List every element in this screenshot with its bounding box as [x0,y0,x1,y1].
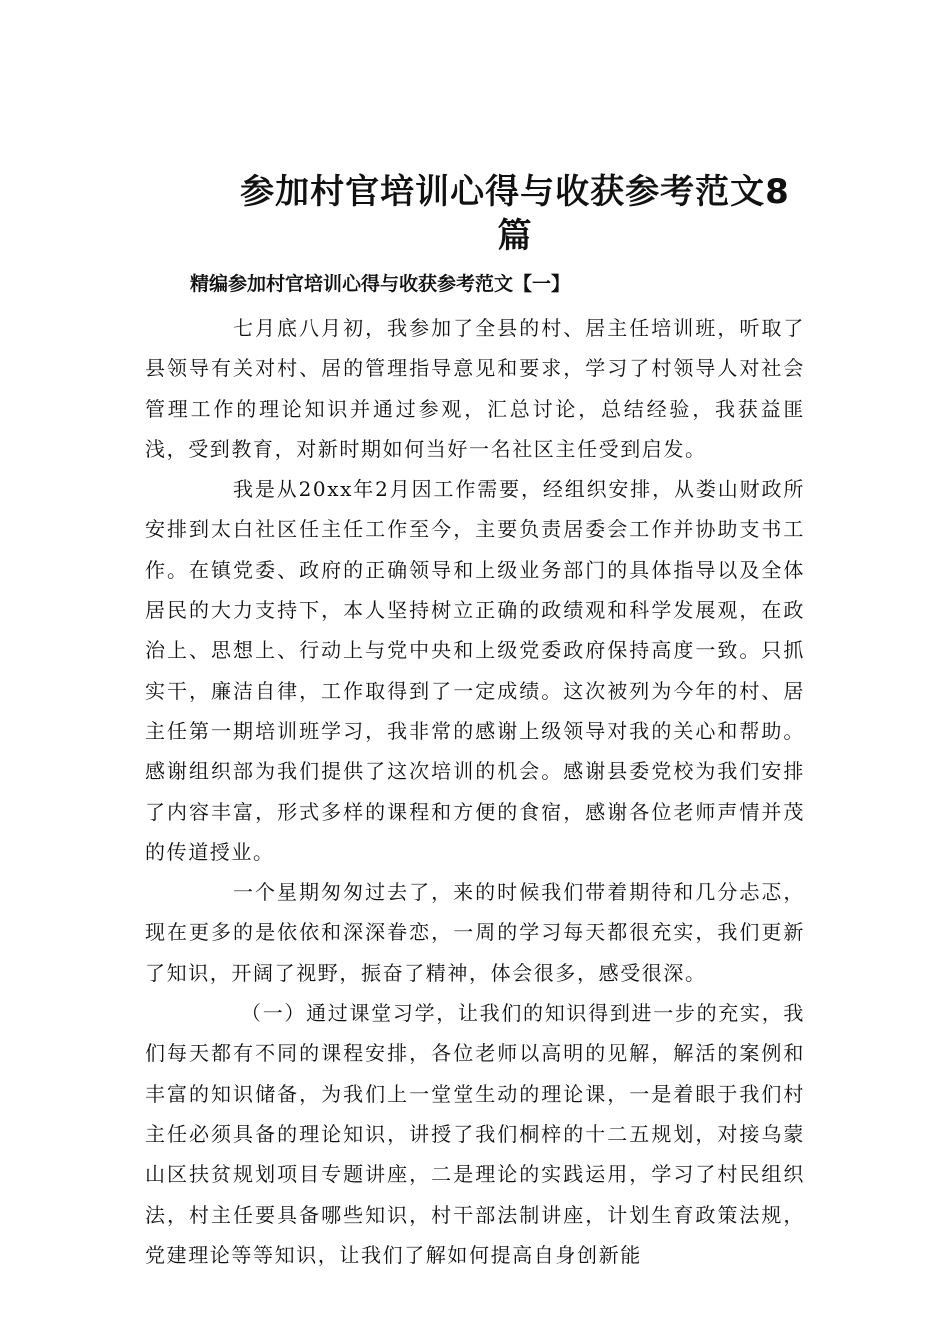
paragraph-3: 一个星期匆匆过去了，来的时候我们带着期待和几分忐忑，现在更多的是依依和深深眷恋，一周的学习每天都很充实，我们更新了知识，开阔了视野，振奋了精神，体会很多，感受很深。 [145,880,805,985]
body-text [145,308,805,1275]
paragraph-4: （一）通过课堂习学，让我们的知识得到进一步的充实，我们每天都有不同的课程安排，各位老师以高明的见解，解活的案例和丰富的知识储备，为我们上一堂堂生动的理论课，一是着眼于我们村主任必须具备的理论知识，讲授了我们桐梓的十二五规划，对接乌蒙山区扶贫规划项目专题讲座，二是理论的实践运用，学习了村民组织法，村主任要具备哪些知识，村干部法制讲座，计划生育政策法规，党建理论等等知识，让我们了解如何提高自身创新能 [145,1001,805,1267]
paragraph-2: 我是从20xx年2月因工作需要，经组织安排，从娄山财政所安排到太白社区任主任工作至今，主要负责居委会工作并协助支书工作。在镇党委、政府的正确领导和上级业务部门的具体指导以及全体居民的大力支持下，本人坚持树立正确的政绩观和科学发展观，在政治上、思想上、行动上与党中央和上级党委政府保持高度一致。只抓实干，廉洁自律，工作取得到了一定成绩。这次被列为今年的村、居主任第一期培训班学习，我非常的感谢上级领导对我的关心和帮助。感谢组织部为我们提供了这次培训的机会。感谢县委党校为我们安排了内容丰富，形式多样的课程和方便的食宿，感谢各位老师声情并茂的传道授业。 [145,477,805,864]
title-line-1: 参加村官培训心得与收获参考范文8 [240,172,790,212]
document-title [150,170,880,258]
paragraph-1: 七月底八月初，我参加了全县的村、居主任培训班，听取了县领导有关对村、居的管理指导意见和要求，学习了村领导人对社会管理工作的理论知识并通过参观，汇总讨论，总结经验，我获益匪浅，受到教育，对新时期如何当好一名社区主任受到启发。 [145,316,805,461]
title-line-2: 篇 [497,216,533,256]
section-heading: 精编参加村官培训心得与收获参考范文【一】 [190,273,571,295]
